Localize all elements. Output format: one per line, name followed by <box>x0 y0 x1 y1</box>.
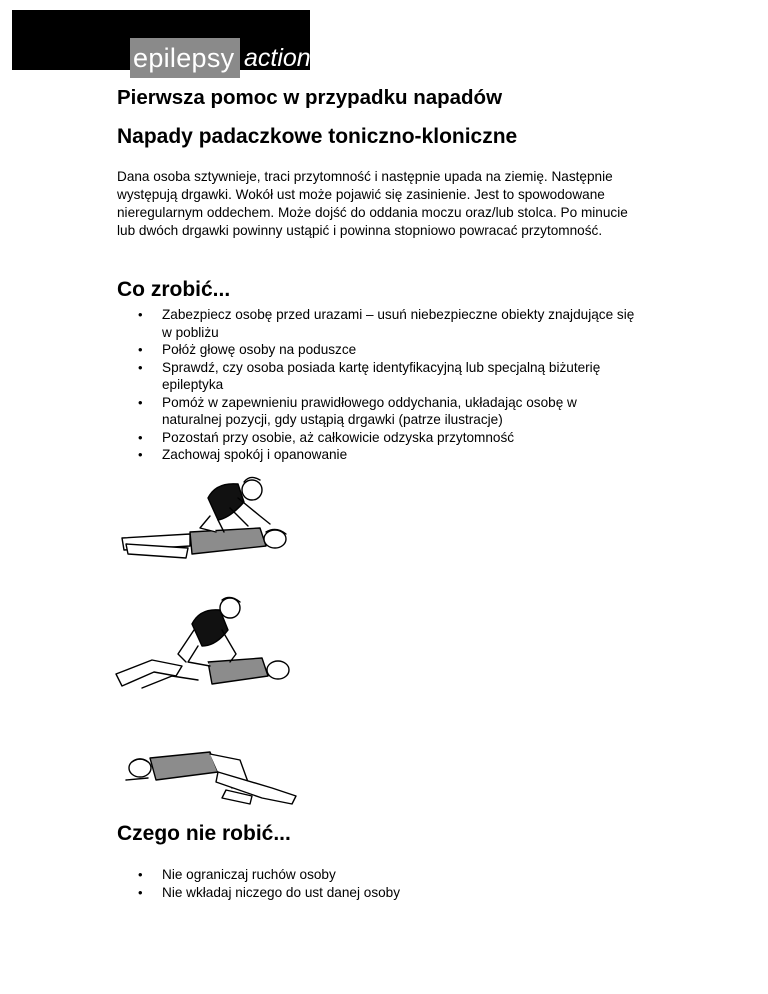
dont-item: • Nie ograniczaj ruchów osoby <box>138 866 638 884</box>
do-list <box>138 306 638 464</box>
do-item: • Zabezpiecz osobę przed urazami – usuń niebezpieczne obiekty znajdujące się w pobliżu <box>138 306 638 341</box>
illustration-step-1 <box>120 468 295 573</box>
do-item: • Połóż głowę osoby na poduszce <box>138 341 638 359</box>
dont-heading: Czego nie robić... <box>117 822 291 845</box>
do-item: • Zachowaj spokój i opanowanie <box>138 446 638 464</box>
do-item: • Sprawdź, czy osoba posiada kartę identyfikacyjną lub specjalną biżuterię epileptyka <box>138 359 638 394</box>
logo-word-action: action <box>244 44 311 72</box>
dont-item: • Nie wkładaj niczego do ust danej osoby <box>138 884 638 902</box>
do-item: • Pozostań przy osobie, aż całkowicie odzyska przytomność <box>138 429 638 447</box>
dont-list <box>138 866 638 901</box>
page-subtitle: Napady padaczkowe toniczno-kloniczne <box>117 125 518 148</box>
illustration-recovery-position <box>122 738 302 808</box>
epilepsy-action-logo <box>12 10 311 73</box>
do-heading: Co zrobić... <box>117 278 231 301</box>
logo-word-epilepsy: epilepsy <box>130 38 240 78</box>
intro-paragraph: Dana osoba sztywnieje, traci przytomność i następnie upada na ziemię. Następnie występują drgawki. Wokół ust może pojawić się zasinienie. Jest to spowodowane nieregularnym oddechem. Może dojść do oddania moczu oraz/lub stolca. Po minucie lub dwóch drgawki powinny ustąpić i powinna stopniowo powracać przytomność. <box>117 169 628 238</box>
do-item: • Pomóż w zapewnieniu prawidłowego oddychania, układając osobę w naturalnej pozycji, gdy ustąpią drgawki (patrze ilustracje) <box>138 394 638 429</box>
page-title: Pierwsza pomoc w przypadku napadów <box>117 86 503 109</box>
illustration-step-2 <box>112 596 292 696</box>
